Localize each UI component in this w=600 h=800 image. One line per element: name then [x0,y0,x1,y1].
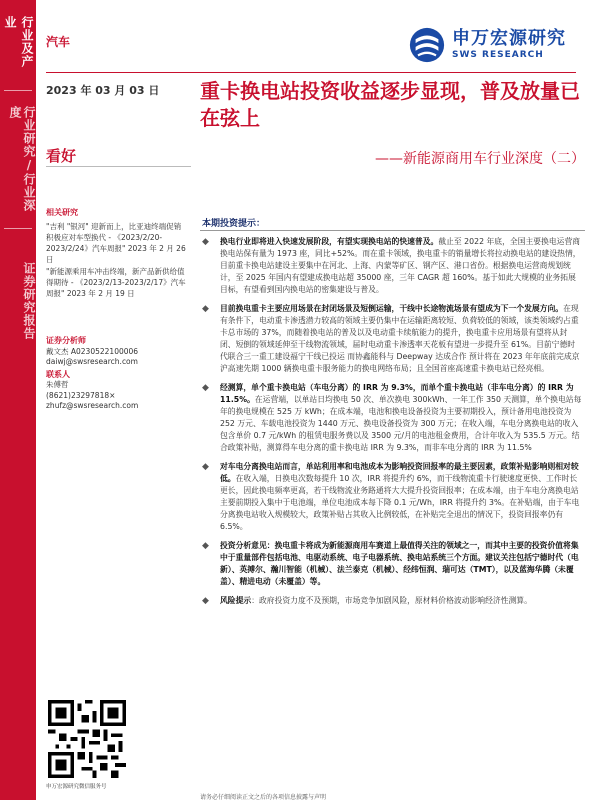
contact-phone: (8621)23297818× [46,390,116,400]
contact-email[interactable]: zhufz@swsresearch.com [46,401,139,410]
summary-bullet [200,540,582,588]
contact-name: 朱傅哲 [46,380,69,389]
company-logo [408,26,566,64]
bullet-icon: ◆ [202,237,209,247]
analyst-line: 戴文杰 A0230522100006 [46,346,139,356]
logo-icon [408,26,446,64]
analyst-email[interactable]: daiwj@swsresearch.com [46,357,138,366]
rating-label: 看好 [46,147,77,165]
bullet-lead: 投资分析意见：换电重卡将成为新能源商用车赛道上最值得关注的领域之一，而其中主要的投资价值将集中于重量部件包括电池、电驱动系统、电子电器系统、换电站系统三个方面。建议关注包括宁德时代（电新）、英搏尔、瀚川智能（机械）、法兰泰克（机械）、经纬恒润、瑞可达（TMT），以及蓝海华腾（未覆盖）、精进电动（未覆盖）等。 [220,541,579,586]
summary-heading: 本期投资提示： [202,219,266,229]
analyst-heading: 证券分析师 [46,336,86,345]
related-research [46,207,186,300]
bullet-text: 在运营端，以单站日均换电 50 次、单次换电 300kWh、一年工作 350 天测算，单个换电站每年的换电规模在 525 万 kWh；在成本端，电池和换电设备投资为主要初期投入，预计备用电池投资为 252 万元、车载电池投资为 1440 万元、换电设备投资为 300 万元；在收入端，车电分离换电站的收入包含单价 0.7 元/kWh 的租赁电服务费以及 3500 元/月的电池租金费用，合计年收入为 535.5 万元。结合政策补贴，测算得车电分离的重卡换电站 IRR 为 9.3%，而非车电分离的 IRR 为 11.5% [220,395,582,452]
bullet-lead: 换电行业即将进入快速发展阶段，有望实现换电站的快速普及。 [220,237,439,246]
logo-text-en: SWS RESEARCH [452,50,544,60]
bullet-icon: ◆ [202,304,209,314]
related-item[interactable]: "新能源乘用车冲击终端，新产品新供给值 得期待 - 《2023/2/13-2023/2/17》汽车周报" 2023 年 2 月 19 日 [46,267,186,298]
sidebar-tab-research[interactable]: 行业研究/行业深度 [8,106,36,212]
sidebar-tab-report[interactable]: 证券研究报告 [22,262,36,340]
sidebar-divider [4,90,32,91]
bullet-text: 在现有条件下，电动重卡渗透潜力较高的领域主要仍集中在运输距离较短、负荷较低的领域，该类领域约占重卡总市场的 37%，而随着换电站的普及以及电动重卡续航能力的提升，换电重卡应用场景有望将从封闭、短倒的领域延伸至干线物流领域，届时电动重卡渗透率天花板有望进一步提升至 61%。目前宁德时代联合三一重工建设福宁干线已投运 而协鑫能科与 Deepway 达成合作 预计将在 2023 年年底前完成京沪高速先期 1000 辆换电重卡服务能力的换电网络布局；且全国首座高速重卡换电站已经亮相。 [220,304,580,373]
rating-divider [46,166,191,167]
summary-bullets [200,236,582,614]
bullet-icon: ◆ [202,596,209,606]
sidebar-divider [4,228,32,229]
qr-caption: 申万宏源研究微信服务号 [46,784,107,790]
summary-bullet [200,595,582,607]
report-date: 2023 年 03 月 03 日 [46,84,160,97]
report-subtitle: ——新能源商用车行业深度（二） [375,151,585,167]
summary-divider [200,230,585,231]
logo-text-cn: 申万宏源研究 [452,28,566,49]
bullet-icon: ◆ [202,462,209,472]
summary-bullet [200,303,582,375]
bullet-text: 在收入端，日换电次数每提升 10 次，IRR 将提升约 6%，而干线物流重卡行驶速度更快、工作时长更长，因此换电频率更高，若干线物流业务路通将大大提升投资回报率；在成本端，由于车电分离换电站主要前期投入集中于电池端，单位电池成本每下降 0.1 元/Wh，IRR 将提升约 3%。在补贴端，由于车电分离换电站收入规模较大，政策补贴占其收入比例较低，在补贴完全退出的情况下，投资回报率仍有 6.5%。 [220,474,580,531]
bullet-lead: 对车电分离换电站而言，单站利用率和电池成本为影响投资回报率的最主要因素，政策补贴影响则相对较低。 [220,462,579,483]
related-heading: 相关研究 [46,208,78,217]
summary-bullet [200,382,582,454]
bullet-icon: ◆ [202,383,209,393]
summary-bullet [200,236,582,296]
header-divider [46,72,576,73]
related-item[interactable]: "吉利 "银河" 迎新而上，比亚迪终端促销 积极应对车型换代 - 《2023/2/20-2023/2/24》汽车周报" 2023 年 2 月 26 日 [46,222,186,264]
bullet-lead: 风险提示 [220,596,252,605]
bullet-lead: 目前换电重卡主要应用场景在封闭场景及短倒运输，干线中长途物流场景有望成为下一个发展方向。 [220,304,564,313]
bullet-lead: 经测算，单个重卡换电站（车电分离）的 IRR 为 9.3%，而单个重卡换电站（非车电分离）的 IRR 为 11.5%。 [220,383,574,404]
qr-code-icon [48,700,126,778]
summary-bullet [200,461,582,533]
sidebar [0,0,36,800]
analyst-info [46,336,186,412]
contact-heading: 联系人 [46,369,70,379]
bullet-text: ：政府投资力度不及预期，市场竞争加剧风险，原材料价格波动影响经济性测算。 [251,596,532,605]
footer-disclaimer: 请务必仔细阅读正文之后的各项信息披露与声明 [200,794,327,800]
sidebar-tab-industry[interactable]: 行业及产业 [3,16,34,68]
bullet-icon: ◆ [202,541,209,551]
report-title: 重卡换电站投资收益逐步显现，普及放量已在弦上 [200,79,580,130]
bullet-text: 截止至 2022 年底，全国主要换电运营商换电站保有量为 1973 座，同比+52%。而在重卡领域，换电重卡的销量增长将拉动换电站的建设热情，目前重卡换电站建设主要集中在河北、上海、内蒙等矿区、钢产区、港口省份。根据换电运营商规划统计，至 2025 年国内有望建成换电站超 35000 座，三年 CAGR 超 160%。基于如此大规模的业务拓展目标，有望看到国内换电站的密集建设与普及。 [220,237,581,294]
industry-label: 汽车 [46,35,71,49]
